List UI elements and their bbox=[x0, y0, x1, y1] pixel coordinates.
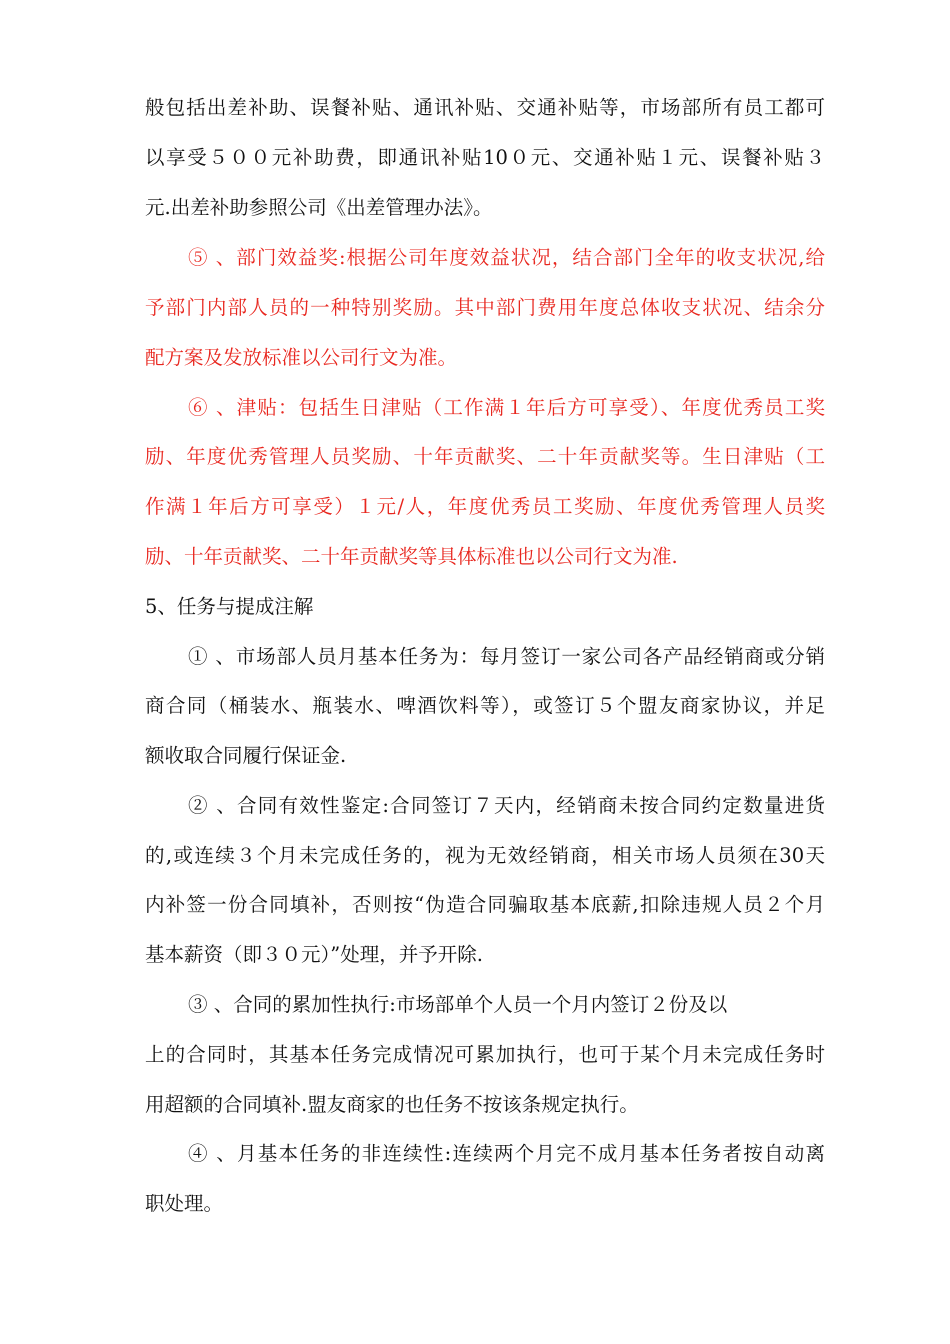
paragraph-line: ⑥ 、津贴：包括生日津贴（工作满１年后方可享受）、年度优秀员工奖 bbox=[188, 396, 825, 419]
paragraph-line: ② 、合同有效性鉴定:合同签订７天内，经销商未按合同约定数量进货 bbox=[188, 794, 825, 817]
paragraph-line: 以享受５００元补助费，即通讯补贴10０元、交通补贴１元、误餐补贴３ bbox=[145, 146, 825, 169]
paragraph-line: 励、十年贡献奖、二十年贡献奖等具体标准也以公司行文为准. bbox=[145, 545, 678, 568]
paragraph-line: 的,或连续３个月未完成任务的，视为无效经销商，相关市场人员须在30天 bbox=[145, 844, 825, 867]
paragraph-line: 励、年度优秀管理人员奖励、十年贡献奖、二十年贡献奖等。生日津贴（工 bbox=[145, 445, 825, 468]
paragraph-line: ⑤ 、部门效益奖:根据公司年度效益状况，结合部门全年的收支状况,给 bbox=[188, 246, 825, 269]
paragraph-line: 作满１年后方可享受）１元/人，年度优秀员工奖励、年度优秀管理人员奖 bbox=[145, 495, 825, 518]
paragraph-line: 额收取合同履行保证金. bbox=[145, 744, 347, 767]
paragraph-line: ④ 、月基本任务的非连续性:连续两个月完不成月基本任务者按自动离 bbox=[188, 1142, 825, 1165]
paragraph-line: ① 、市场部人员月基本任务为：每月签订一家公司各产品经销商或分销 bbox=[188, 645, 825, 668]
section-heading: 5、任务与提成注解 bbox=[145, 595, 314, 618]
paragraph-line: 内补签一份合同填补，否则按“伪造合同骗取基本底薪,扣除违规人员２个月 bbox=[145, 893, 825, 916]
paragraph-line: 般包括出差补助、误餐补贴、通讯补贴、交通补贴等，市场部所有员工都可 bbox=[145, 96, 825, 119]
paragraph-line: 职处理。 bbox=[145, 1192, 224, 1215]
paragraph-line: 予部门内部人员的一种特别奖励。其中部门费用年度总体收支状况、结余分 bbox=[145, 296, 825, 319]
paragraph-line: 商合同（桶装水、瓶装水、啤酒饮料等），或签订５个盟友商家协议，并足 bbox=[145, 694, 825, 717]
paragraph-line: 元.出差补助参照公司《出差管理办法》。 bbox=[145, 196, 493, 219]
paragraph-line: 基本薪资（即３０元）”处理，并予开除. bbox=[145, 943, 483, 966]
paragraph-line: ③ 、合同的累加性执行:市场部单个人员一个月内签订２份及以 bbox=[188, 993, 728, 1016]
paragraph-line: 配方案及发放标准以公司行文为准。 bbox=[145, 346, 458, 369]
paragraph-line: 用超额的合同填补.盟友商家的也任务不按该条规定执行。 bbox=[145, 1093, 639, 1116]
paragraph-line: 上的合同时，其基本任务完成情况可累加执行，也可于某个月未完成任务时 bbox=[145, 1043, 825, 1066]
